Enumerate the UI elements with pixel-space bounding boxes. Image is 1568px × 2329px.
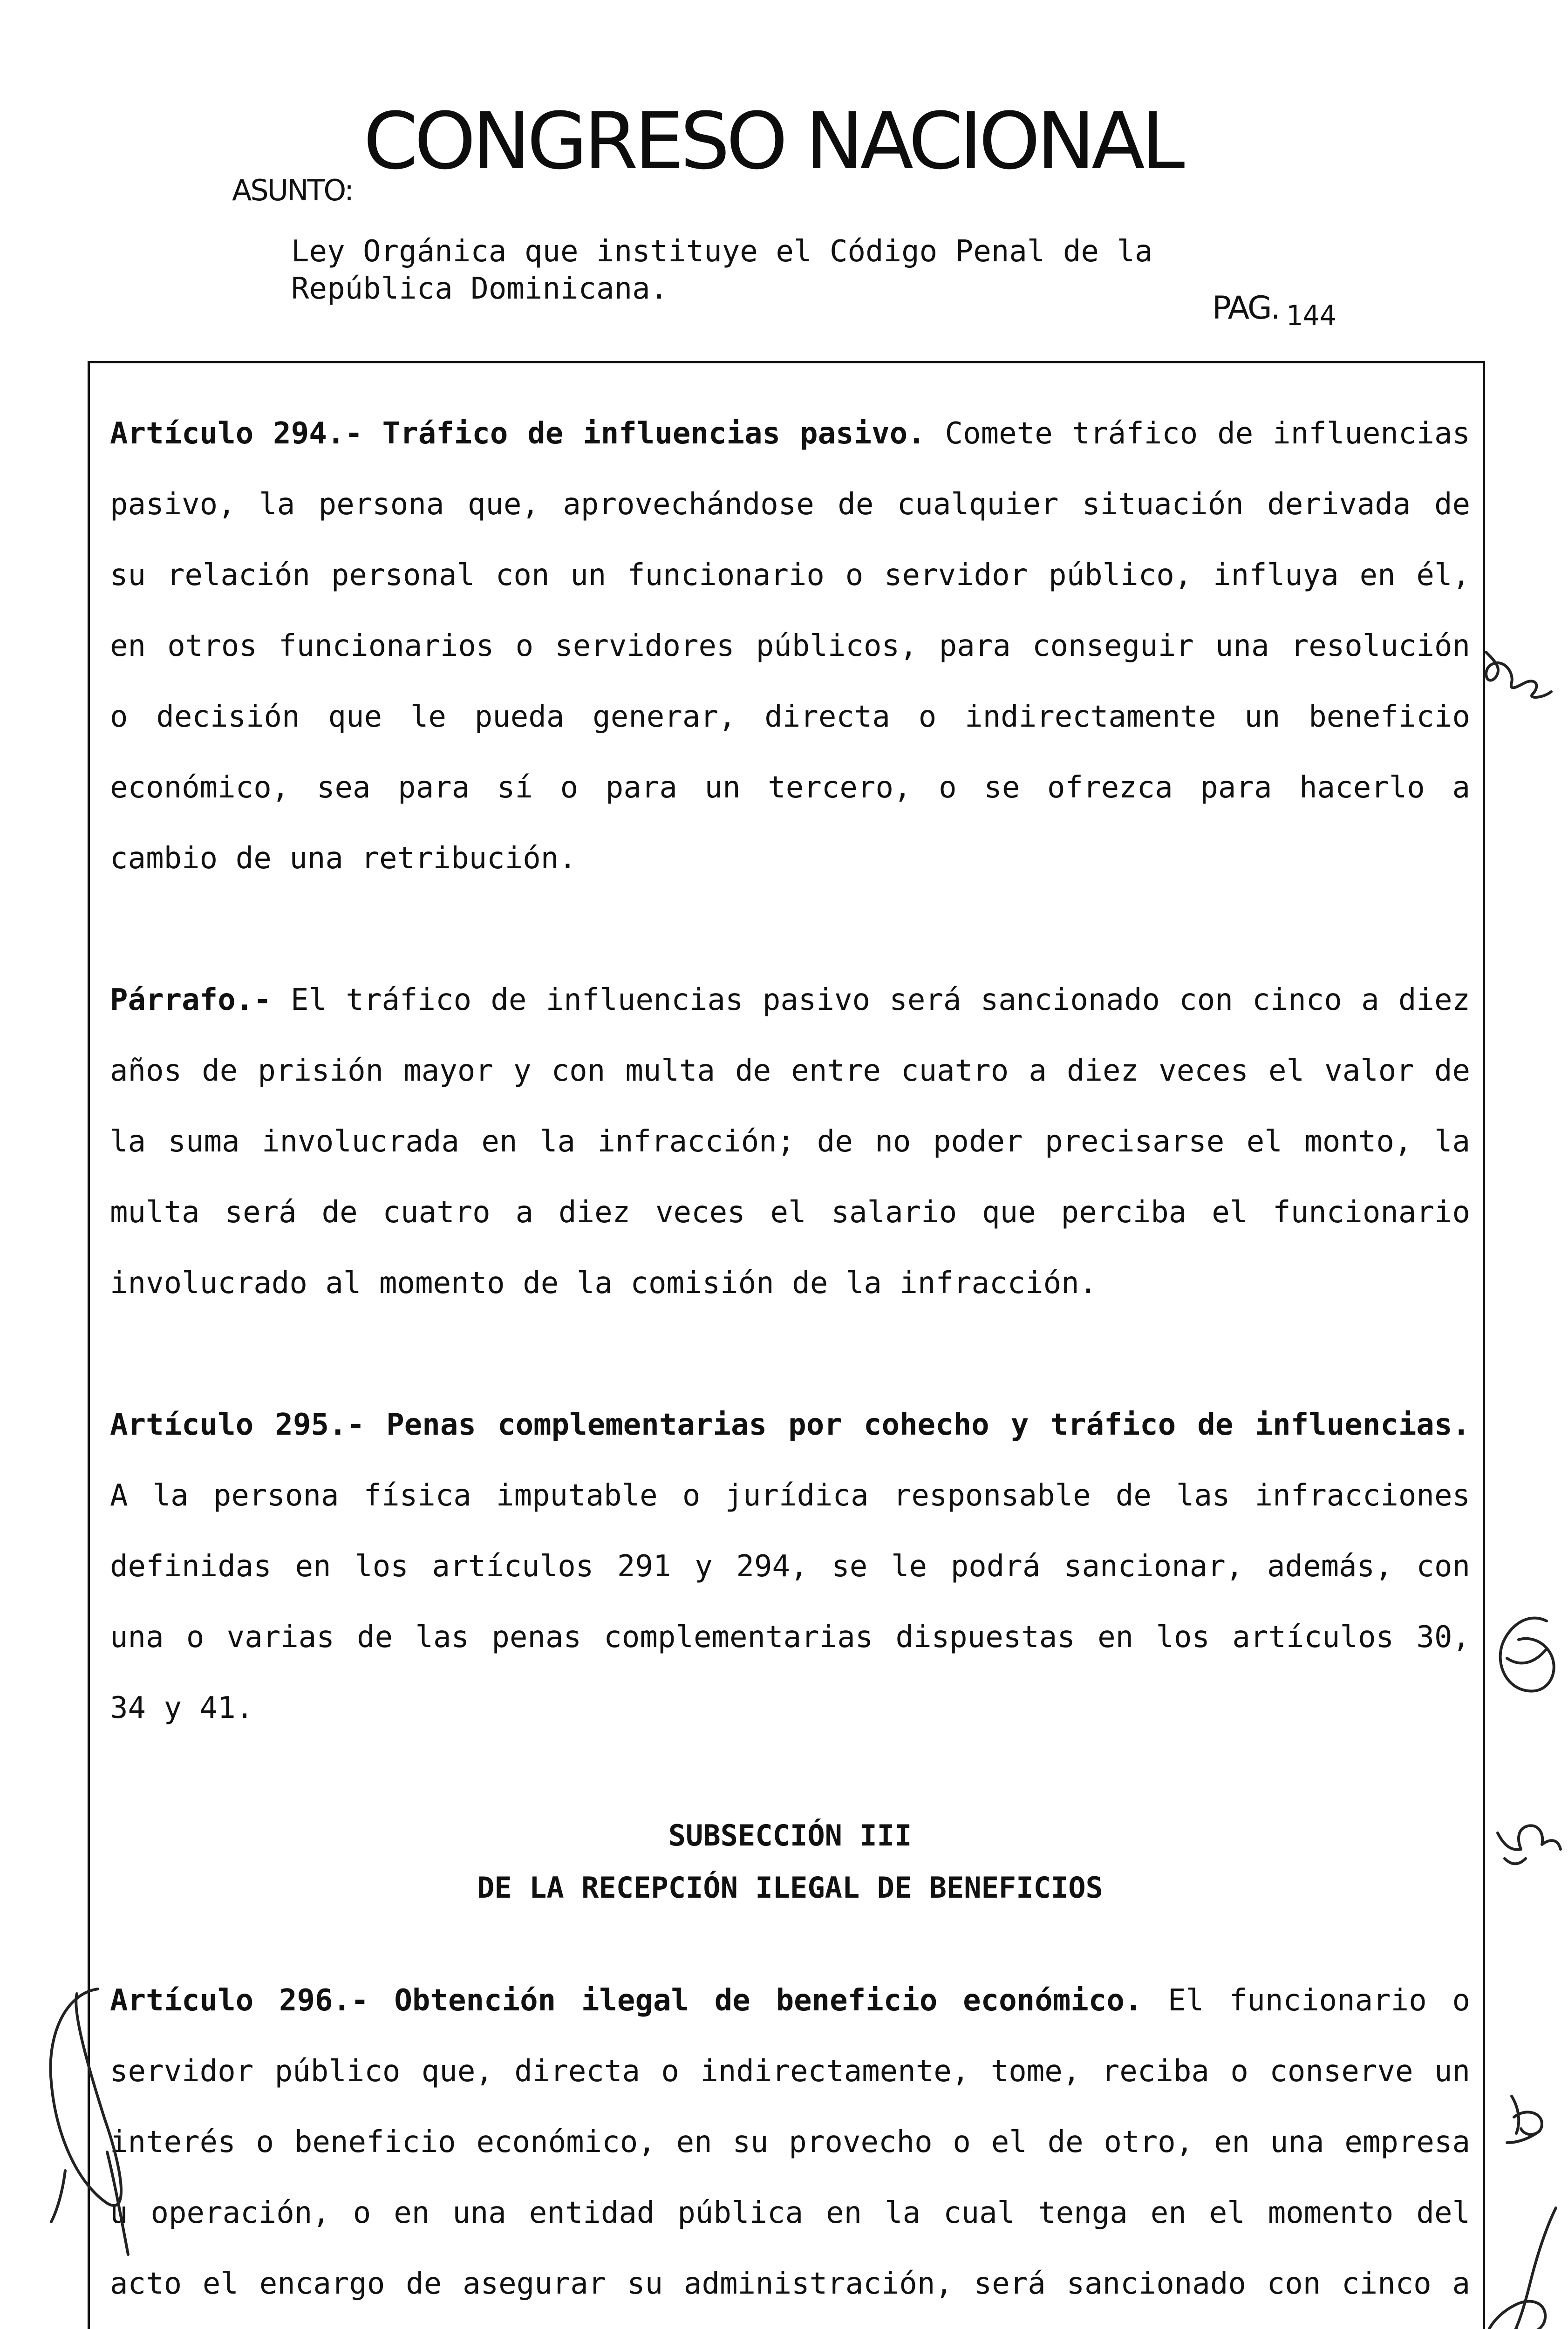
subsection-number: SUBSECCIÓN III bbox=[668, 1818, 912, 1852]
paragraph-heading: Párrafo.- bbox=[110, 983, 272, 1017]
subject-line-2: República Dominicana. bbox=[291, 272, 668, 306]
subject-line-1: Ley Orgánica que instituye el Código Penal de la bbox=[291, 234, 1153, 269]
document-body bbox=[110, 398, 1470, 2329]
article-296-text: El funcionario o servidor público que, directa o indirectamente, tome, reciba o conserve un interés o beneficio económico, en su provecho o el de otro, en una empresa u operación, o en una entidad pública en la cual tenga en el momento del acto el encargo de asegurar su administración, será sancionado con cinco a bbox=[110, 1983, 1471, 2301]
page-label bbox=[1212, 290, 1336, 332]
paragraph-clause bbox=[110, 965, 1470, 1319]
signature-mark-bottom bbox=[1486, 2208, 1556, 2329]
subject-text bbox=[291, 233, 1316, 307]
signature-mark-circle bbox=[1500, 1618, 1554, 1691]
initials-mark-top bbox=[1486, 652, 1551, 697]
page-number: 144 bbox=[1286, 300, 1336, 332]
paragraph-text: El tráfico de influencias pasivo será sancionado con cinco a diez años de prisión mayor y con multa de entre cuatro a diez veces el valor de la suma involucrada en la infracción; de no poder precisarse el monto, la multa será de cuatro a diez veces el salario que perciba el funcionario involucrado al momento de la comisión de la infracción. bbox=[110, 983, 1470, 1301]
article-296 bbox=[110, 1965, 1470, 2329]
congress-title: CONGRESO NACIONAL bbox=[363, 95, 1181, 187]
article-296-heading: Artículo 296.- Obtención ilegal de beneficio económico. bbox=[110, 1983, 1143, 2018]
initials-mark-lower bbox=[1507, 2096, 1542, 2143]
subsection-heading bbox=[110, 1810, 1470, 1914]
subsection-title: DE LA RECEPCIÓN ILEGAL DE BENEFICIOS bbox=[477, 1871, 1103, 1905]
article-294 bbox=[110, 398, 1470, 894]
initials-mark-middle bbox=[1498, 1825, 1561, 1864]
article-294-text: Comete tráfico de influencias pasivo, la persona que, aprovechándose de cualquier situación derivada de su relación personal con un funcionario o servidor público, influya en él, en otros funcionarios o servidores públicos, para conseguir una resolución o decisión que le pueda generar, directa o indirectamente un beneficio económico, sea para sí o para un tercero, o se ofrezca para hacerlo a cambio de una retribución. bbox=[110, 416, 1471, 876]
article-294-heading: Artículo 294.- Tráfico de influencias pasivo. bbox=[110, 416, 926, 451]
article-295-text: A la persona física imputable o jurídica responsable de las infracciones definidas en los artículos 291 y 294, se le podrá sancionar, además, con una o varias de las penas complementarias dispuestas en los artículos 30, 34 y 41. bbox=[110, 1478, 1470, 1725]
article-295 bbox=[110, 1389, 1470, 1743]
page-label-text: PAG. bbox=[1212, 290, 1280, 327]
asunto-label: ASUNTO: bbox=[232, 173, 353, 207]
article-295-heading: Artículo 295.- Penas complementarias por cohecho y tráfico de influencias. bbox=[110, 1408, 1470, 1442]
